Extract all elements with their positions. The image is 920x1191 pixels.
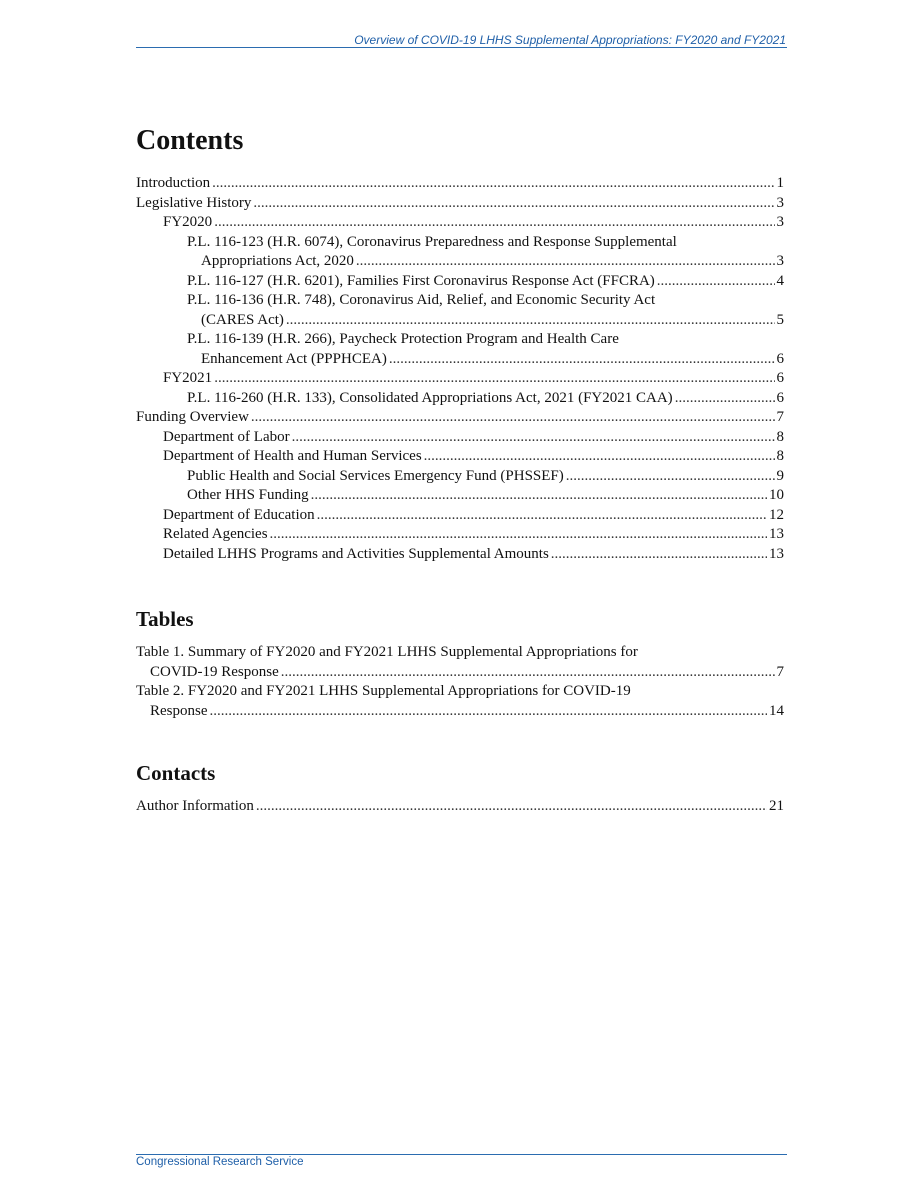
contents-list: [136, 174, 784, 564]
toc-entry-title: Related Agencies: [163, 526, 268, 542]
running-header: Overview of COVID-19 LHHS Supplemental Appropriations: FY2020 and FY2021: [354, 33, 786, 47]
toc-page-number: 1: [776, 175, 784, 191]
dot-leader: [424, 447, 775, 467]
contacts-heading: Contacts: [136, 761, 216, 785]
dot-leader: [389, 350, 775, 370]
toc-page-number: 12: [769, 506, 784, 523]
toc-entry[interactable]: [136, 545, 784, 565]
dot-leader: [356, 252, 775, 272]
toc-entry-title: Table 2. FY2020 and FY2021 LHHS Supplemental Appropriations for COVID-19: [136, 683, 631, 699]
toc-page-number: 21: [769, 798, 784, 814]
toc-entry-title: Department of Labor: [163, 428, 290, 445]
toc-page-number: 14: [769, 702, 784, 719]
tables-list: [136, 643, 784, 721]
toc-entry[interactable]: [136, 643, 784, 682]
toc-entry[interactable]: [136, 389, 784, 409]
toc-entry-title: Other HHS Funding: [187, 487, 309, 503]
contents-heading: Contents: [136, 125, 244, 156]
toc-entry-title: FY2020: [163, 214, 213, 230]
toc-page-number: 9: [776, 467, 784, 484]
toc-entry-title: Introduction: [136, 175, 211, 191]
toc-entry[interactable]: [136, 233, 784, 272]
toc-page-number: 6: [776, 370, 784, 386]
toc-page-number: 10: [769, 487, 784, 503]
dot-leader: [256, 797, 767, 817]
toc-entry-title: COVID-19 Response: [150, 663, 279, 680]
toc-entry[interactable]: [136, 447, 784, 467]
toc-entry-title: P.L. 116-139 (H.R. 266), Paycheck Protection Program and Health Care: [187, 331, 619, 347]
toc-entry-title: P.L. 116-260 (H.R. 133), Consolidated Appropriations Act, 2021 (FY2021 CAA): [187, 389, 673, 406]
toc-entry-title: Author Information: [136, 798, 254, 814]
toc-entry-title: Enhancement Act (PPPHCEA): [201, 350, 387, 367]
dot-leader: [214, 213, 774, 233]
dot-leader: [566, 467, 775, 487]
toc-entry[interactable]: [136, 408, 784, 428]
toc-entry[interactable]: [136, 428, 784, 448]
toc-page-number: 8: [776, 448, 784, 464]
tables-heading: Tables: [136, 607, 194, 631]
toc-page-number: 8: [776, 428, 784, 445]
toc-page-number: 13: [769, 545, 784, 562]
toc-entry[interactable]: [136, 525, 784, 545]
dot-leader: [286, 311, 775, 331]
toc-page-number: 7: [776, 663, 784, 680]
toc-entry-title: P.L. 116-136 (H.R. 748), Coronavirus Aid, Relief, and Economic Security Act: [187, 292, 656, 308]
dot-leader: [251, 408, 775, 428]
toc-entry-title: Public Health and Social Services Emergency Fund (PHSSEF): [187, 467, 564, 484]
contacts-list: [136, 797, 784, 817]
toc-page-number: 3: [776, 253, 784, 269]
toc-entry-title: Department of Education: [163, 506, 315, 523]
toc-page-number: 4: [776, 272, 784, 289]
dot-leader: [212, 174, 774, 194]
dot-leader: [675, 389, 775, 409]
dot-leader: [214, 369, 774, 389]
toc-entry[interactable]: [136, 797, 784, 817]
toc-entry[interactable]: [136, 682, 784, 721]
toc-entry[interactable]: [136, 506, 784, 526]
dot-leader: [551, 545, 767, 565]
footer-rule: [136, 1154, 787, 1155]
dot-leader: [253, 194, 774, 214]
toc-entry-title: Appropriations Act, 2020: [201, 253, 354, 269]
toc-page-number: 5: [776, 311, 784, 328]
toc-page-number: 6: [776, 350, 784, 367]
toc-entry-title: Table 1. Summary of FY2020 and FY2021 LHHS Supplemental Appropriations for: [136, 644, 638, 660]
dot-leader: [210, 702, 768, 722]
toc-entry[interactable]: [136, 291, 784, 330]
toc-entry[interactable]: [136, 213, 784, 233]
toc-entry-title: Funding Overview: [136, 409, 249, 425]
dot-leader: [311, 486, 767, 506]
toc-entry[interactable]: [136, 330, 784, 369]
toc-entry-title: Response: [150, 702, 208, 719]
dot-leader: [317, 506, 767, 526]
toc-page-number: 13: [769, 526, 784, 542]
toc-entry-title: Department of Health and Human Services: [163, 448, 422, 464]
dot-leader: [270, 525, 767, 545]
dot-leader: [292, 428, 775, 448]
toc-entry[interactable]: [136, 174, 784, 194]
toc-page-number: 3: [776, 214, 784, 230]
toc-entry-title: Legislative History: [136, 194, 252, 211]
toc-page-number: 6: [776, 389, 784, 406]
toc-entry-title: P.L. 116-123 (H.R. 6074), Coronavirus Preparedness and Response Supplemental: [187, 233, 677, 250]
toc-entry[interactable]: [136, 486, 784, 506]
toc-page-number: 7: [776, 409, 784, 425]
toc-entry[interactable]: [136, 467, 784, 487]
running-footer: Congressional Research Service: [136, 1156, 304, 1168]
dot-leader: [657, 272, 775, 292]
toc-entry[interactable]: [136, 369, 784, 389]
toc-entry-title: FY2021: [163, 370, 213, 386]
header-rule: [136, 47, 787, 48]
toc-entry-title: P.L. 116-127 (H.R. 6201), Families First Coronavirus Response Act (FFCRA): [187, 272, 655, 289]
toc-entry[interactable]: [136, 272, 784, 292]
toc-entry[interactable]: [136, 194, 784, 214]
dot-leader: [281, 663, 775, 683]
toc-entry-title: Detailed LHHS Programs and Activities Supplemental Amounts: [163, 545, 549, 562]
toc-page-number: 3: [776, 194, 784, 211]
toc-entry-title: (CARES Act): [201, 311, 284, 328]
